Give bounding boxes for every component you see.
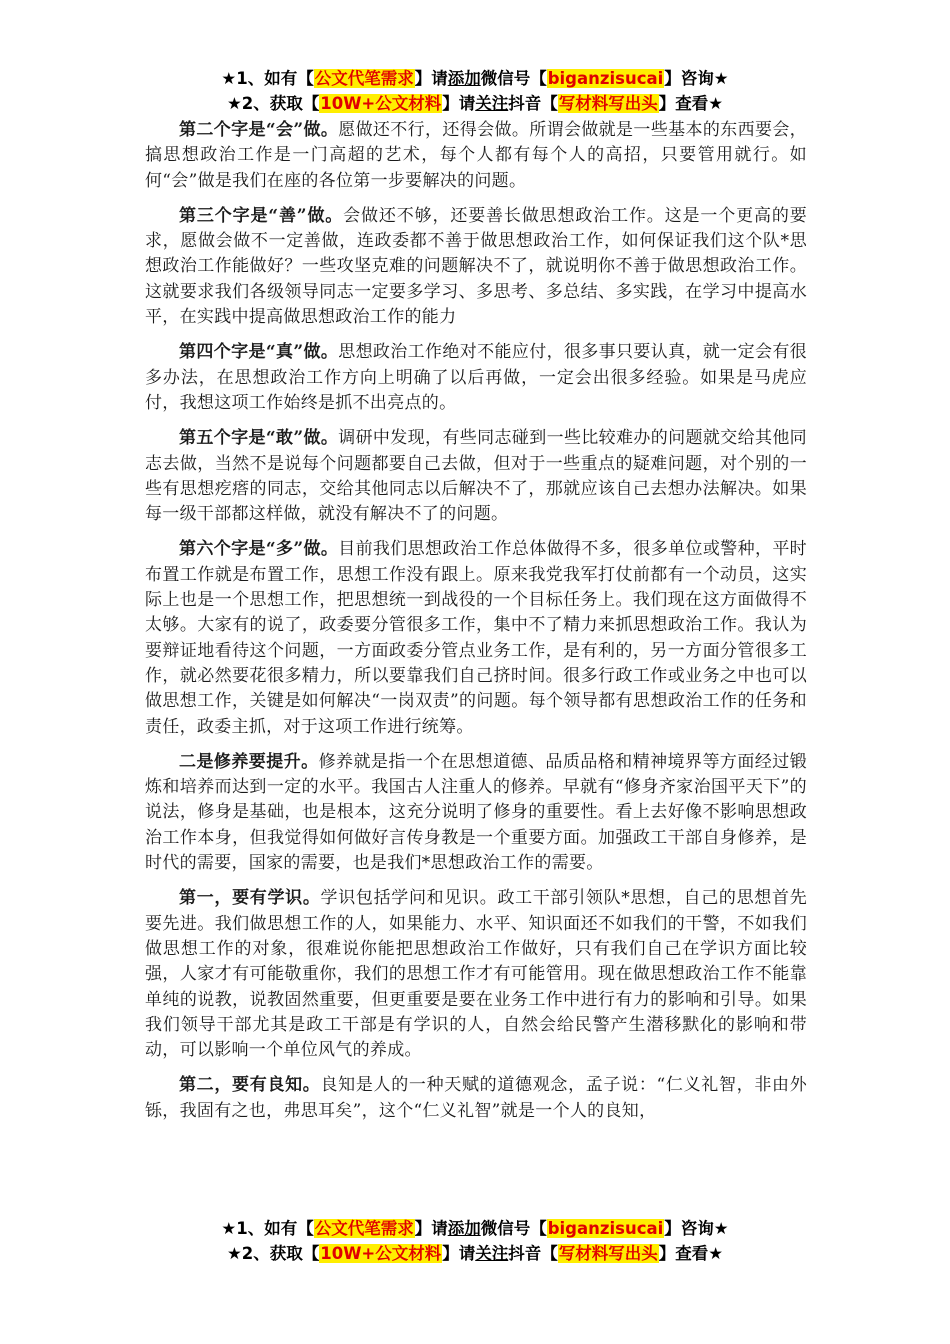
banner-text: ★2、获取【 [226, 1244, 320, 1263]
header-banner [0, 66, 950, 116]
banner-text: ★2、获取【 [226, 94, 320, 113]
underlined-add: 添加 [447, 1219, 481, 1238]
paragraph-lead: 二是修养要提升。 [179, 751, 319, 772]
paragraph [145, 886, 807, 1063]
paragraph-text: 学识包括学问和见识。政工干部引领队*思想，自己的思想首先要先进。我们做思想工作的人，如果能力、水平、知识面还不如我们的干警，不如我们做思想工作的对象，很难说你能把思想政治工作做好，只有我们自己在学识方面比较强，人家才有可能敬重你，我们的思想工作才有可能管用。现在做思想政治工作不能靠单纯的说教，说教固然重要，但更重要是要在业务工作中进行有力的影响和引导。如果我们领导干部尤其是政工干部是有学识的人，自然会给民警产生潜移默化的影响和带动，可以影响一个单位风气的养成。 [145, 888, 807, 1061]
paragraph-lead: 第一，要有学识。 [179, 888, 321, 909]
paragraph [145, 118, 807, 194]
banner-text: ★1、如有【 [221, 1219, 314, 1238]
paragraph-lead: 第六个字是“多”做。 [179, 539, 339, 560]
paragraph-text: 会做还不够，还要善长做思想政治工作。这是一个更高的要求，愿做会做不一定善做，连政委都不善于做思想政治工作，如何保证我们这个队*思想政治工作能做好？一些攻坚克难的问题解决不了，就说明你不善于做思想政治工作。这就要求我们各级领导同志一定要多学习、多思考、多总结、多实践，在学习中提高水平，在实践中提高做思想政治工作的能力 [145, 205, 807, 328]
underlined-follow: 关注 [475, 1244, 509, 1263]
paragraph [145, 750, 807, 876]
highlight-materials: 10W+公文材料 [320, 1244, 442, 1263]
highlight-service: 公文代笔需求 [314, 1219, 414, 1238]
paragraph [145, 204, 807, 330]
paragraph-lead: 第二，要有良知。 [179, 1075, 321, 1096]
banner-line-1 [0, 66, 950, 91]
paragraph-text: 目前我们思想政治工作总体做得不多，很多单位或警种，平时布置工作就是布置工作，思想工作没有跟上。原来我党我军打仗前都有一个动员，这实际上也是一个思想工作，把思想统一到战役的一个目标任务上。我们现在这方面做得不太够。大家有的说了，政委要分管很多工作，集中不了精力来抓思想政治工作。我认为要辩证地看待这个问题，一方面政委分管点业务工作，是有利的，另一方面分管很多工作，就必然要花很多精力，所以要靠我们自己挤时间。很多行政工作或业务之中也可以做思想工作，关键是如何解决“一岗双责”的问题。每个领导都有思想政治工作的任务和责任，政委主抓，对于这项工作进行统筹。 [145, 539, 807, 737]
paragraph [145, 426, 807, 527]
highlight-douyin-account: 写材料写出头 [558, 1244, 658, 1263]
paragraph [145, 340, 807, 416]
paragraph-lead: 第五个字是“敢”做。 [179, 428, 339, 449]
banner-text: ★1、如有【 [221, 69, 314, 88]
banner-text: 微信号【 [480, 1219, 547, 1238]
banner-text: 】请 [414, 69, 448, 88]
highlight-materials: 10W+公文材料 [320, 94, 442, 113]
banner-text: 】咨询★ [664, 1219, 729, 1238]
banner-line-2 [0, 1241, 950, 1266]
banner-text: 】咨询★ [664, 69, 729, 88]
paragraph-lead: 第二个字是“会”做。 [179, 120, 339, 140]
banner-line-1 [0, 1216, 950, 1241]
banner-line-2 [0, 91, 950, 116]
highlight-service: 公文代笔需求 [314, 69, 414, 88]
underlined-add: 添加 [447, 69, 481, 88]
banner-text: 】请 [442, 1244, 476, 1263]
footer-banner [0, 1216, 950, 1266]
underlined-follow: 关注 [475, 94, 509, 113]
paragraph-text: 愿做还不行，还得会做。所谓会做就是一些基本的东西要会，搞思想政治工作是一门高超的艺术，每个人都有每个人的高招，只要管用就行。如何“会”做是我们在座的各位第一步要解决的问题。 [145, 120, 807, 191]
document-body [145, 118, 807, 1134]
paragraph-lead: 第三个字是“善”做。 [179, 205, 344, 226]
banner-text: 】请 [442, 94, 476, 113]
paragraph-text: 修养就是指一个在思想道德、品质品格和精神境界等方面经过锻炼和培养而达到一定的水平。我国古人注重人的修养。早就有“修身齐家治国平天下”的说法，修身是基础，也是根本，这充分说明了修身的重要性。看上去好像不影响思想政治工作本身，但我觉得如何做好言传身教是一个重要方面。加强政工干部自身修养，是时代的需要，国家的需要，也是我们*思想政治工作的需要。 [145, 751, 807, 874]
paragraph [145, 537, 807, 739]
paragraph-lead: 第四个字是“真”做。 [179, 342, 339, 363]
banner-text: 】查看★ [658, 1244, 724, 1263]
banner-text: 抖音【 [508, 94, 558, 113]
paragraph-text: 调研中发现，有些同志碰到一些比较难办的问题就交给其他同志去做，当然不是说每个问题都要自己去做，但对于一些重点的疑难问题，对个别的一些有思想疙瘩的同志，交给其他同志以后解决不了，那就应该自己去想办法解决。如果每一级干部都这样做，就没有解决不了的问题。 [145, 428, 807, 525]
banner-text: 抖音【 [508, 1244, 558, 1263]
paragraph [145, 1073, 807, 1124]
highlight-wechat-id: biganzisucai [547, 69, 664, 88]
banner-text: 】查看★ [658, 94, 724, 113]
highlight-douyin-account: 写材料写出头 [558, 94, 658, 113]
banner-text: 】请 [414, 1219, 448, 1238]
banner-text: 微信号【 [480, 69, 547, 88]
paragraph-text: 思想政治工作绝对不能应付，很多事只要认真，就一定会有很多办法，在思想政治工作方向上明确了以后再做，一定会出很多经验。如果是马虎应付，我想这项工作始终是抓不出亮点的。 [145, 342, 807, 413]
paragraph-text: 良知是人的一种天赋的道德观念，孟子说：“仁义礼智，非由外铄，我固有之也，弗思耳矣”，这个“仁义礼智”就是一个人的良知， [145, 1075, 808, 1121]
highlight-wechat-id: biganzisucai [547, 1219, 664, 1238]
